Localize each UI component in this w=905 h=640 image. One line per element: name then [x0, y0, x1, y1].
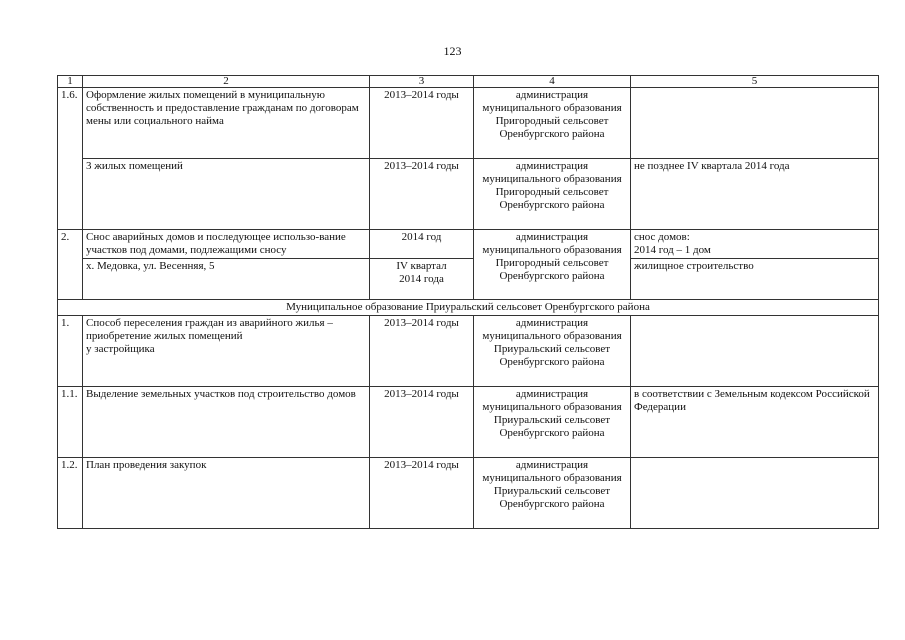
measure-cell: Выделение земельных участков под строительство домов [83, 387, 370, 458]
column-number-cell: 5 [631, 76, 879, 88]
item-number-cell: 1.1. [58, 387, 83, 458]
column-number-cell: 1 [58, 76, 83, 88]
note-cell: не позднее IV квартала 2014 года [631, 159, 879, 230]
page-number: 123 [443, 44, 462, 58]
section-row [58, 300, 879, 316]
column-number-header-row [58, 76, 879, 88]
note-cell [631, 88, 879, 159]
table-row [58, 259, 879, 300]
note-cell: снос домов: 2014 год – 1 дом [631, 230, 879, 259]
period-cell: IV квартал 2014 года [370, 259, 474, 300]
measure-cell: Оформление жилых помещений в муниципальную собственность и предоставление гражданам по договорам мены или социального найма [83, 88, 370, 159]
table-row [58, 159, 879, 230]
column-number-cell: 4 [474, 76, 631, 88]
table-row [58, 316, 879, 387]
item-number-cell: 1.2. [58, 458, 83, 529]
column-number-cell: 3 [370, 76, 474, 88]
period-cell: 2013–2014 годы [370, 458, 474, 529]
section-title: Муниципальное образование Приуральский сельсовет Оренбургского района [58, 300, 879, 316]
item-number-cell: 2. [58, 230, 83, 300]
executor-cell: администрация муниципального образования Пригородный сельсовет Оренбургского района [474, 88, 631, 159]
period-cell: 2013–2014 годы [370, 316, 474, 387]
measure-cell: х. Медовка, ул. Весенняя, 5 [83, 259, 370, 300]
executor-cell: администрация муниципального образования Приуральский сельсовет Оренбургского района [474, 458, 631, 529]
measure-cell: 3 жилых помещений [83, 159, 370, 230]
executor-cell: администрация муниципального образования Пригородный сельсовет Оренбургского района [474, 230, 631, 300]
item-number-cell: 1.6. [58, 88, 83, 230]
note-cell: жилищное строительство [631, 259, 879, 300]
note-cell [631, 458, 879, 529]
period-cell: 2014 год [370, 230, 474, 259]
executor-cell: администрация муниципального образования Приуральский сельсовет Оренбургского района [474, 316, 631, 387]
table-row [58, 230, 879, 259]
executor-cell: администрация муниципального образования Приуральский сельсовет Оренбургского района [474, 387, 631, 458]
table-row [58, 88, 879, 159]
executor-cell: администрация муниципального образования Пригородный сельсовет Оренбургского района [474, 159, 631, 230]
period-cell: 2013–2014 годы [370, 159, 474, 230]
note-cell [631, 316, 879, 387]
note-cell: в соответствии с Земельным кодексом Российской Федерации [631, 387, 879, 458]
measure-cell: Снос аварийных домов и последующее использо-вание участков под домами, подлежащими сносу [83, 230, 370, 259]
table-row [58, 458, 879, 529]
table-row [58, 387, 879, 458]
program-table [57, 75, 879, 529]
period-cell: 2013–2014 годы [370, 88, 474, 159]
measure-cell: Способ переселения граждан из аварийного жилья – приобретение жилых помещений у застройщика [83, 316, 370, 387]
period-cell: 2013–2014 годы [370, 387, 474, 458]
measure-cell: План проведения закупок [83, 458, 370, 529]
column-number-cell: 2 [83, 76, 370, 88]
item-number-cell: 1. [58, 316, 83, 387]
